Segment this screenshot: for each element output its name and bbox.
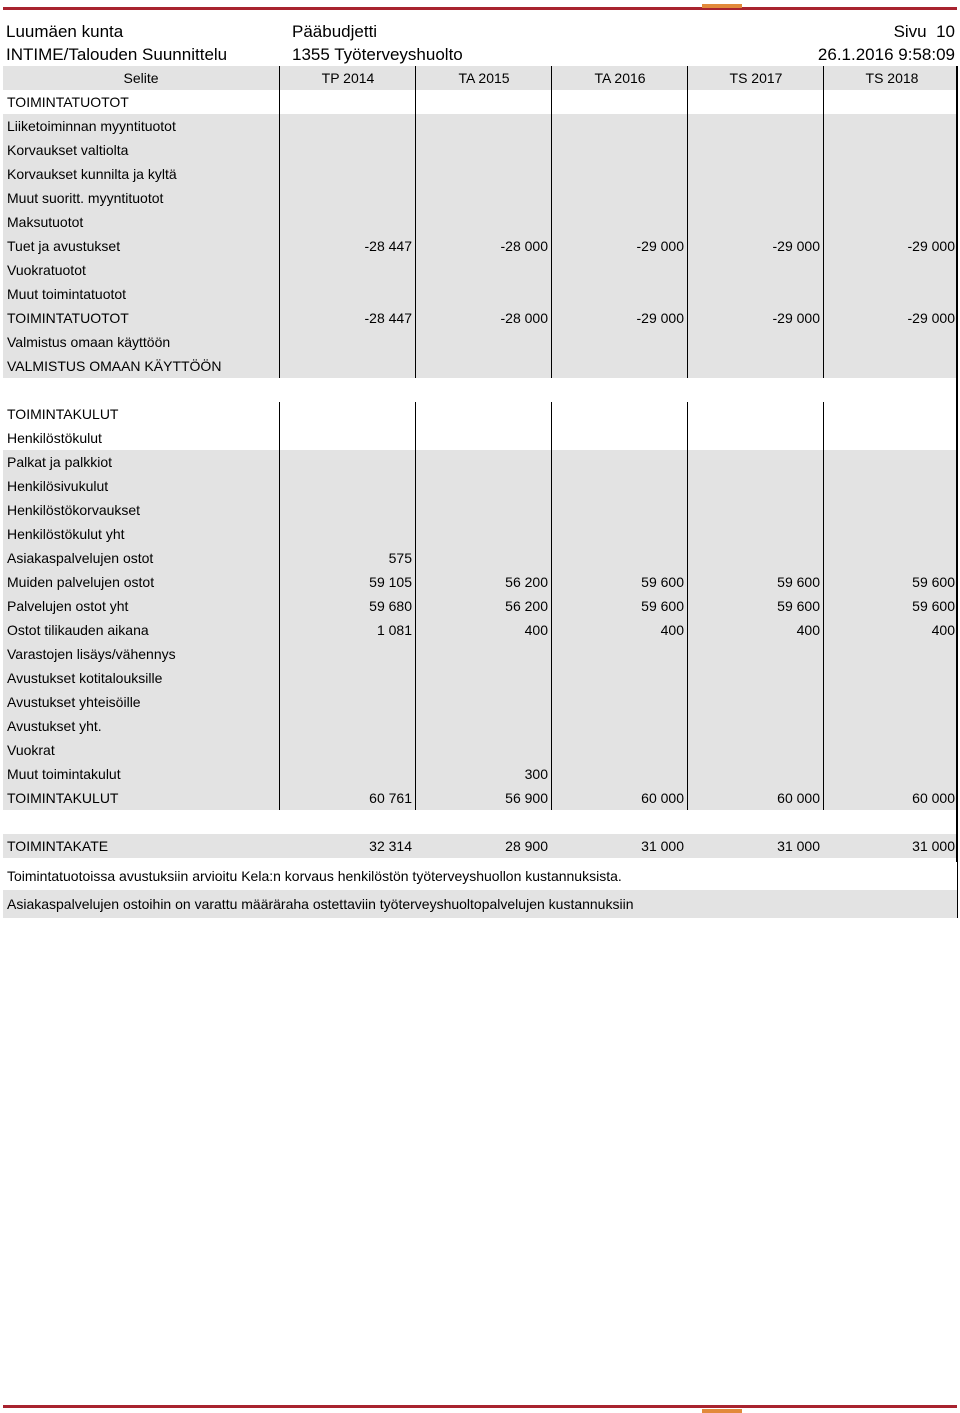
col-ta2016: TA 2016 [594, 70, 646, 86]
row-value: 56 200 [505, 598, 548, 614]
row-label: Muiden palvelujen ostot [7, 574, 155, 590]
row-label: Vuokrat [7, 742, 55, 758]
column-divider [279, 402, 280, 810]
row-value: 400 [524, 622, 548, 638]
report-title: Pääbudjetti [292, 22, 378, 41]
row-value: 60 000 [641, 790, 684, 806]
table-row [3, 546, 957, 570]
row-value: 56 900 [505, 790, 548, 806]
row-label: Henkilöstökorvaukset [7, 502, 141, 518]
row-label: Liiketoiminnan myyntituotot [7, 118, 176, 134]
row-value: 400 [796, 622, 820, 638]
row-label: TOIMINTAKULUT [7, 406, 119, 422]
note-text: Asiakaspalvelujen ostoihin on varattu määräraha ostettaviin työterveyshuoltopalvelujen kustannuksiin [7, 896, 634, 912]
table-row [3, 642, 957, 666]
row-label: VALMISTUS OMAAN KÄYTTÖÖN [7, 358, 222, 374]
row-value: 300 [524, 766, 548, 782]
row-value: 59 600 [912, 598, 955, 614]
row-value: -29 000 [636, 310, 684, 326]
row-label: Maksutuotot [7, 214, 84, 230]
column-header-row [3, 66, 957, 90]
row-label: Henkilösivukulut [7, 478, 109, 494]
row-label: Tuet ja avustukset [7, 238, 121, 254]
table-row [3, 666, 957, 690]
column-divider [687, 402, 688, 810]
table-row [3, 354, 957, 378]
row-label: Ostot tilikauden aikana [7, 622, 149, 638]
top-rule-accent [702, 4, 742, 8]
table-row [3, 210, 957, 234]
row-label: Palvelujen ostot yht [7, 598, 129, 614]
table-row [3, 258, 957, 282]
org-name: Luumäen kunta [6, 22, 124, 41]
table-row [3, 426, 957, 450]
row-value: 59 600 [641, 574, 684, 590]
table-row [3, 714, 957, 738]
row-label: Avustukset yht. [7, 718, 102, 734]
column-divider [415, 66, 416, 378]
col-selite: Selite [123, 70, 159, 86]
col-tp2014: TP 2014 [321, 70, 375, 86]
row-value: -28 000 [500, 238, 548, 254]
row-value: 60 000 [912, 790, 955, 806]
table-row [3, 618, 957, 642]
row-value: -28 447 [364, 310, 412, 326]
table-row [3, 690, 957, 714]
unit-name: 1355 Työterveyshuolto [292, 45, 463, 64]
col-ta2015: TA 2015 [458, 70, 510, 86]
row-value: 59 600 [777, 574, 820, 590]
row-value: 28 900 [505, 838, 548, 854]
table-row [3, 162, 957, 186]
row-label: Korvaukset valtiolta [7, 142, 129, 158]
table-row [3, 186, 957, 210]
column-divider [551, 66, 552, 378]
table-row [3, 762, 957, 786]
table-row [3, 378, 957, 402]
row-label: Asiakaspalvelujen ostot [7, 550, 154, 566]
top-rule [3, 7, 957, 10]
bottom-rule-accent [702, 1409, 742, 1413]
row-label: Henkilöstökulut yht [7, 526, 125, 542]
column-divider [415, 402, 416, 810]
table-row [3, 306, 957, 330]
row-value: 31 000 [912, 838, 955, 854]
table-row [3, 834, 957, 858]
row-label: Muut suoritt. myyntituotot [7, 190, 164, 206]
row-label: Muut toimintakulut [7, 766, 121, 782]
table-row [3, 330, 957, 354]
column-divider [279, 66, 280, 378]
table-row [3, 474, 957, 498]
row-value: 32 314 [369, 838, 412, 854]
table-row [3, 402, 957, 426]
table-row [3, 90, 957, 114]
column-divider [687, 66, 688, 378]
row-value: 1 081 [376, 622, 412, 638]
row-label: Valmistus omaan käyttöön [7, 334, 171, 350]
column-divider [823, 66, 824, 378]
row-value: 56 200 [505, 574, 548, 590]
row-value: -29 000 [772, 310, 820, 326]
note-row [3, 862, 957, 890]
row-label: Avustukset kotitalouksille [7, 670, 163, 686]
table-right-border [956, 66, 958, 918]
row-label: Muut toimintatuotot [7, 286, 127, 302]
table-row [3, 570, 957, 594]
table-row [3, 738, 957, 762]
row-value: -29 000 [636, 238, 684, 254]
row-value: -28 447 [364, 238, 412, 254]
table-row [3, 234, 957, 258]
row-value: 575 [388, 550, 412, 566]
row-label: Varastojen lisäys/vähennys [7, 646, 176, 662]
table-row [3, 138, 957, 162]
row-value: 59 600 [777, 598, 820, 614]
budget-table [3, 90, 957, 858]
bottom-rule [3, 1405, 957, 1408]
col-ts2017: TS 2017 [729, 70, 783, 86]
row-value: 59 600 [641, 598, 684, 614]
row-label: TOIMINTAKULUT [7, 790, 119, 806]
page-number: Sivu 10 [893, 22, 955, 41]
row-value: -29 000 [907, 238, 955, 254]
row-label: TOIMINTATUOTOT [7, 310, 129, 326]
row-value: -29 000 [907, 310, 955, 326]
row-value: 400 [660, 622, 684, 638]
row-value: -29 000 [772, 238, 820, 254]
table-row [3, 522, 957, 546]
row-label: Vuokratuotot [7, 262, 86, 278]
system-name: INTIME/Talouden Suunnittelu [6, 45, 228, 64]
row-value: 400 [931, 622, 955, 638]
note-text: Toimintatuotoissa avustuksiin arvioitu Kela:n korvaus henkilöstön työterveyshuollon kustannuksista. [7, 868, 622, 884]
col-ts2018: TS 2018 [865, 70, 919, 86]
table-row [3, 282, 957, 306]
row-value: 59 600 [912, 574, 955, 590]
table-row [3, 114, 957, 138]
row-label: TOIMINTATUOTOT [7, 94, 129, 110]
row-value: 59 105 [369, 574, 412, 590]
row-label: Palkat ja palkkiot [7, 454, 113, 470]
column-divider [823, 402, 824, 810]
row-value: 31 000 [641, 838, 684, 854]
table-row [3, 810, 957, 834]
print-datetime: 26.1.2016 9:58:09 [817, 45, 955, 64]
table-row [3, 786, 957, 810]
row-label: TOIMINTAKATE [7, 838, 109, 854]
row-value: -28 000 [500, 310, 548, 326]
row-label: Korvaukset kunnilta ja kyltä [7, 166, 177, 182]
row-label: Avustukset yhteisöille [7, 694, 141, 710]
row-value: 31 000 [777, 838, 820, 854]
row-value: 59 680 [369, 598, 412, 614]
table-row [3, 450, 957, 474]
row-value: 60 761 [369, 790, 412, 806]
column-divider [551, 402, 552, 810]
row-value: 60 000 [777, 790, 820, 806]
row-label: Henkilöstökulut [7, 430, 102, 446]
table-row [3, 594, 957, 618]
note-row [3, 890, 957, 918]
table-row [3, 498, 957, 522]
